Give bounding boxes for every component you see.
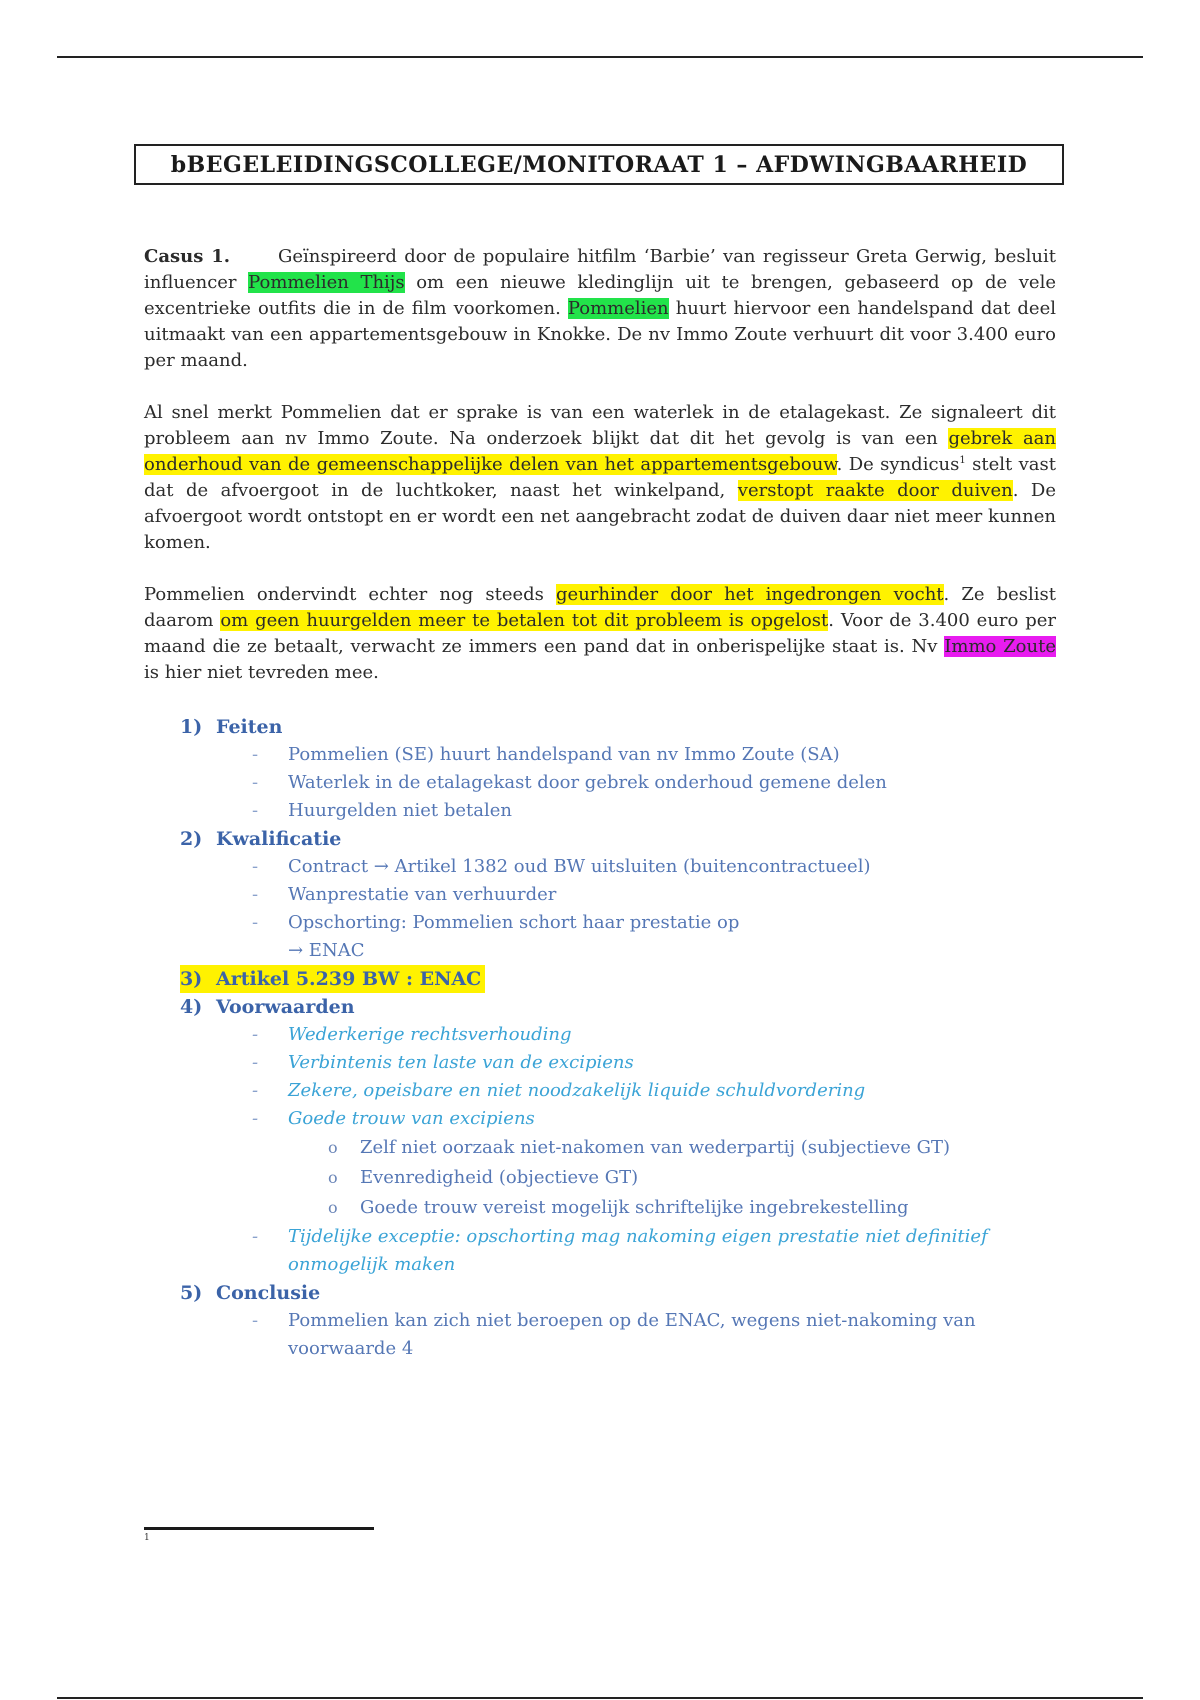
- text-segment: . De afvoergoot wordt ontstopt en er wordt een net aangebracht zodat de duiven daar niet meer kunnen komen.: [144, 480, 1056, 553]
- section-title: Voorwaarden: [216, 996, 355, 1018]
- sub-list-item: o Evenredigheid (objectieve GT): [180, 1163, 1060, 1193]
- section-number: 2): [180, 828, 203, 850]
- text-segment: stelt vast dat de afvoergoot in de luchtkoker, naast het winkelpand,: [144, 454, 1056, 501]
- list-item: - Pommelien kan zich niet beroepen op de ENAC, wegens niet-nakoming van: [180, 1307, 1060, 1335]
- highlight-yellow: gebrek aan onderhoud van de gemeenschappelijke delen van het appartementsgebouw: [144, 428, 1057, 475]
- footnote-reference[interactable]: 1: [959, 455, 966, 466]
- section-heading-voorwaarden: [180, 993, 1060, 1021]
- case-paragraph-3: [144, 582, 1056, 686]
- text-segment: Geïnspireerd door de populaire hitfilm ‘Barbie’ van regisseur Greta Gerwig, besluit influencer: [144, 246, 1056, 293]
- list-item-continuation: voorwaarde 4: [288, 1338, 414, 1359]
- list-item: - Wederkerige rechtsverhouding: [180, 1021, 1060, 1049]
- section-title: Kwalificatie: [216, 828, 342, 850]
- section-heading-feiten: [180, 713, 1060, 741]
- list-item-continuation: onmogelijk maken: [288, 1254, 456, 1275]
- section-title: Conclusie: [216, 1282, 321, 1304]
- list-item: - Huurgelden niet betalen: [180, 797, 1060, 825]
- section-number: 5): [180, 1282, 203, 1304]
- highlight-green: Pommelien: [567, 298, 669, 319]
- highlight-yellow: geurhinder door het ingedrongen vocht: [556, 584, 944, 605]
- section-heading-conclusie: [180, 1279, 1060, 1307]
- footnote-number: 1: [144, 1533, 150, 1543]
- list-item: - Contract → Artikel 1382 oud BW uitsluiten (buitencontractueel): [180, 853, 1060, 881]
- section-number: 3): [180, 968, 203, 990]
- highlight-magenta: Immo Zoute: [944, 636, 1056, 657]
- section-title: Artikel 5.239 BW : ENAC: [216, 968, 482, 990]
- section-heading-artikel: [180, 965, 485, 993]
- text-segment: Al snel merkt Pommelien dat er sprake is van een waterlek in de etalagekast. Ze signaleert dit probleem aan nv Immo Zoute. Na onderzoek blijkt dat dit het gevolg is van een: [144, 402, 1056, 449]
- text-segment: . Ze beslist daarom: [144, 584, 1056, 631]
- text-segment: huurt hiervoor een handelspand dat deel uitmaakt van een appartementsgebouw in Knokke. De nv Immo Zoute verhuurt dit voor 3.400 euro per maand.: [144, 298, 1056, 371]
- section-heading-kwalificatie: [180, 825, 1060, 853]
- section-number: 4): [180, 996, 203, 1018]
- header-rule: [57, 56, 1143, 58]
- section-title: Feiten: [216, 716, 283, 738]
- list-item: - Waterlek in de etalagekast door gebrek onderhoud gemene delen: [180, 769, 1060, 797]
- answer-outline: [180, 713, 1060, 1363]
- highlight-yellow: verstopt raakte door duiven: [737, 480, 1013, 501]
- case-label: Casus 1.: [144, 246, 230, 267]
- case-paragraph-1: [144, 244, 1056, 374]
- text-segment: . De syndicus: [836, 454, 960, 475]
- list-item: - Wanprestatie van verhuurder: [180, 881, 1060, 909]
- footer-rule: [57, 1697, 1143, 1699]
- footnote-separator: [144, 1527, 374, 1530]
- highlight-green: Pommelien Thijs: [248, 272, 405, 293]
- list-item: - Goede trouw van excipiens: [180, 1105, 1060, 1133]
- list-item: - Opschorting: Pommelien schort haar prestatie op: [180, 909, 1060, 937]
- text-segment: is hier niet tevreden mee.: [144, 662, 379, 683]
- text-segment: om een nieuwe kledinglijn uit te brengen, gebaseerd op de vele excentrieke outfits die in de film voorkomen.: [144, 272, 1056, 319]
- text-segment: Pommelien ondervindt echter nog steeds: [144, 584, 557, 605]
- list-item: - Verbintenis ten laste van de excipiens: [180, 1049, 1060, 1077]
- text-segment: . Voor de 3.400 euro per maand die ze betaalt, verwacht ze immers een pand dat in onberispelijke staat is. Nv: [144, 610, 1056, 657]
- list-item-continuation: → ENAC: [288, 940, 365, 961]
- highlight-yellow: om geen huurgelden meer te betalen tot dit probleem is opgelost: [220, 610, 829, 631]
- document-title: bBEGELEIDINGSCOLLEGE/MONITORAAT 1 – AFDWINGBAARHEID: [134, 144, 1064, 185]
- list-item: - Zekere, opeisbare en niet noodzakelijk liquide schuldvordering: [180, 1077, 1060, 1105]
- list-item: - Pommelien (SE) huurt handelspand van nv Immo Zoute (SA): [180, 741, 1060, 769]
- section-number: 1): [180, 716, 203, 738]
- sub-list-item: o Zelf niet oorzaak niet-nakomen van wederpartij (subjectieve GT): [180, 1133, 1060, 1163]
- list-item: - Tijdelijke exceptie: opschorting mag nakoming eigen prestatie niet definitief: [180, 1223, 1060, 1251]
- case-paragraph-2: [144, 400, 1056, 556]
- sub-list-item: o Goede trouw vereist mogelijk schriftelijke ingebrekestelling: [180, 1193, 1060, 1223]
